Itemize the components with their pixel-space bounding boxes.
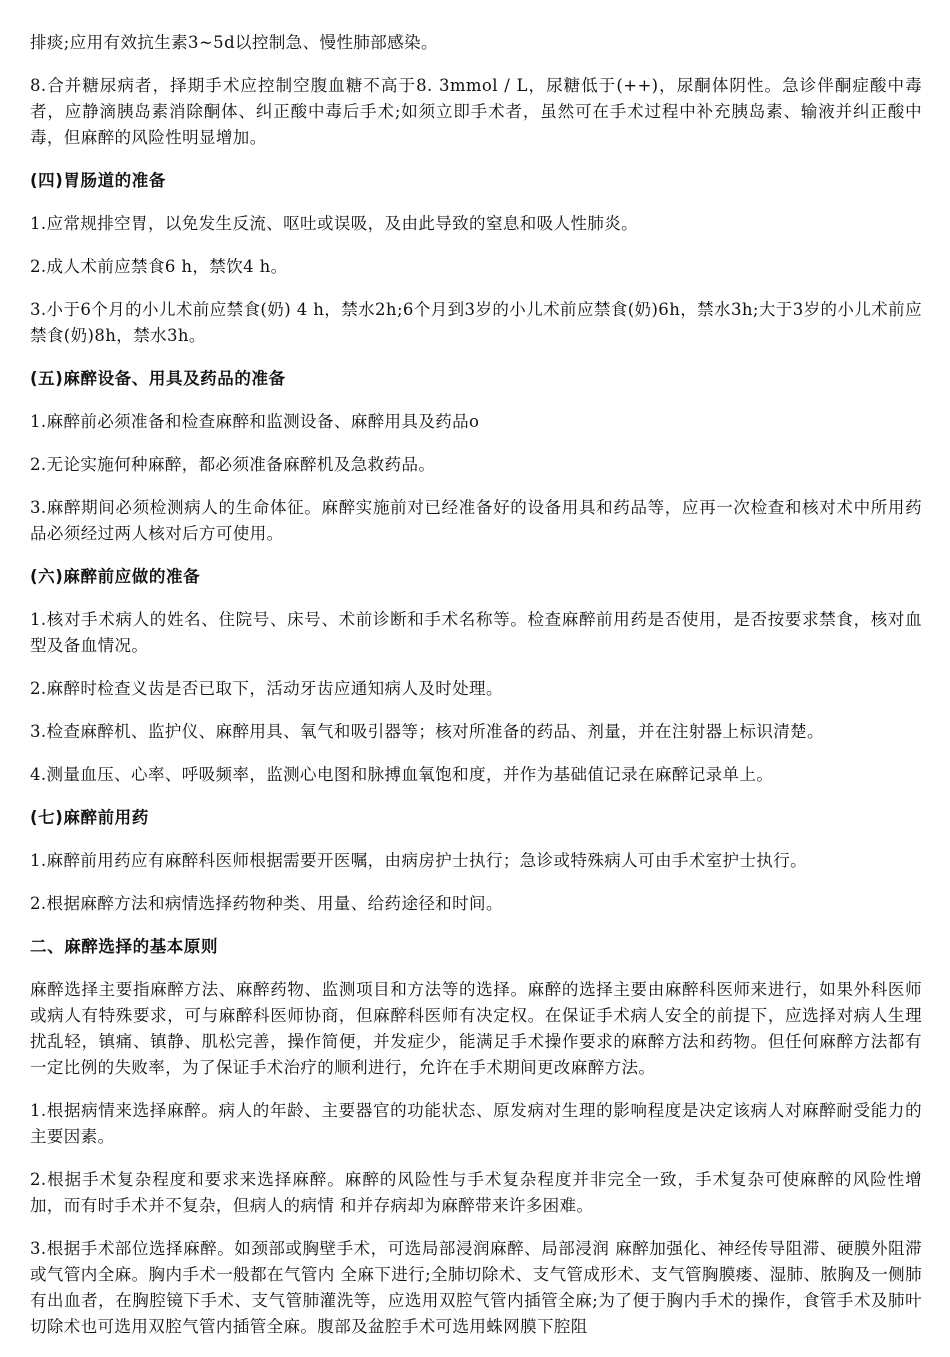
section-heading-gi-prep: (四)胃肠道的准备: [30, 171, 166, 190]
section-heading-premedication: (七)麻醉前用药: [30, 808, 149, 827]
paragraph-vital-signs: 3.麻醉期间必须检测病人的生命体征。麻醉实施前对已经准备好的设备用具和药品等，应再一次检查和核对术中所用药品必须经过两人核对后方可使用。: [30, 498, 922, 543]
section-heading-equipment: (五)麻醉设备、用具及药品的准备: [30, 369, 286, 388]
paragraph-drug-selection: 2.根据麻醉方法和病情选择药物种类、用量、给药途径和时间。: [30, 894, 503, 913]
paragraph-adult-fasting: 2.成人术前应禁食6 h，禁饮4 h。: [30, 257, 288, 276]
paragraph-by-complexity: 2.根据手术复杂程度和要求来选择麻醉。麻醉的风险性与手术复杂程度并非完全一致，手术复杂可使麻醉的风险性增加，而有时手术并不复杂，但病人的病情 和并存病却为麻醉带来许多困难。: [30, 1170, 922, 1215]
section-heading-pre-anesthesia: (六)麻醉前应做的准备: [30, 567, 201, 586]
paragraph-baseline: 4.测量血压、心率、呼吸频率，监测心电图和脉搏血氧饱和度，并作为基础值记录在麻醉记录单上。: [30, 765, 774, 784]
paragraph-child-fasting: 3.小于6个月的小儿术前应禁食(奶) 4 h，禁水2h;6个月到3岁的小儿术前应禁食(奶)6h，禁水3h;大于3岁的小儿术前应禁食(奶)8h，禁水3h。: [30, 300, 922, 345]
paragraph-check-equipment: 1.麻醉前必须准备和检查麻醉和监测设备、麻醉用具及药品o: [30, 412, 480, 431]
paragraph-empty-stomach: 1.应常规排空胃，以免发生反流、呕吐或误吸，及由此导致的窒息和吸人性肺炎。: [30, 214, 639, 233]
paragraph-anesthesia-machine: 2.无论实施何种麻醉，都必须准备麻醉机及急救药品。: [30, 455, 436, 474]
paragraph-premed-orders: 1.麻醉前用药应有麻醉科医师根据需要开医嘱，由病房护士执行；急诊或特殊病人可由手术室护士执行。: [30, 851, 808, 870]
paragraph-by-site: 3.根据手术部位选择麻醉。如颈部或胸壁手术，可选局部浸润麻醉、局部浸润 麻醉加强化、神经传导阻滞、硬膜外阻滞或气管内全麻。胸内手术一般都在气管内 全麻下进行;全肺切除术、支气管成形术、支气管胸膜瘘、湿肺、脓胸及一侧肺有出血者，在胸腔镜下手术、支气管肺灌洗等，应选用双腔气管内插管全麻;为了便于胸内手术的操作，食管手术及肺叶切除术也可选用双腔气管内插管全麻。腹部及盆腔手术可选用蛛网膜下腔阻: [30, 1239, 922, 1336]
paragraph-dentures: 2.麻醉时检查义齿是否已取下，活动牙齿应通知病人及时处理。: [30, 679, 503, 698]
section-heading-principles: 二、麻醉选择的基本原则: [30, 937, 219, 956]
document-page: [30, 30, 922, 1357]
paragraph-sputum: 排痰;应用有效抗生素3~5d以控制急、慢性肺部感染。: [30, 33, 438, 52]
paragraph-principles-intro: 麻醉选择主要指麻醉方法、麻醉药物、监测项目和方法等的选择。麻醉的选择主要由麻醉科医师来进行，如果外科医师或病人有特殊要求，可与麻醉科医师协商，但麻醉科医师有决定权。在保证手术病人安全的前提下，应选择对病人生理扰乱轻，镇痛、镇静、肌松完善，操作简便，并发症少，能满足手术操作要求的麻醉方法和药物。但任何麻醉方法都有一定比例的失败率，为了保证手术治疗的顺利进行，允许在手术期间更改麻醉方法。: [30, 980, 922, 1077]
paragraph-by-condition: 1.根据病情来选择麻醉。病人的年龄、主要器官的功能状态、原发病对生理的影响程度是决定该病人对麻醉耐受能力的主要因素。: [30, 1101, 922, 1146]
paragraph-diabetes: 8.合并糖尿病者，择期手术应控制空腹血糖不高于8. 3mmol / L，尿糖低于(++)，尿酮体阴性。急诊伴酮症酸中毒者，应静滴胰岛素消除酮体、纠正酸中毒后手术;如须立即手术者，虽然可在手术过程中补充胰岛素、输液并纠正酸中毒，但麻醉的风险性明显增加。: [30, 76, 922, 147]
paragraph-check-monitor: 3.检查麻醉机、监护仪、麻醉用具、氧气和吸引器等；核对所准备的药品、剂量，并在注射器上标识清楚。: [30, 722, 824, 741]
paragraph-verify-patient: 1.核对手术病人的姓名、住院号、床号、术前诊断和手术名称等。检查麻醉前用药是否使用，是否按要求禁食，核对血型及备血情况。: [30, 610, 922, 655]
